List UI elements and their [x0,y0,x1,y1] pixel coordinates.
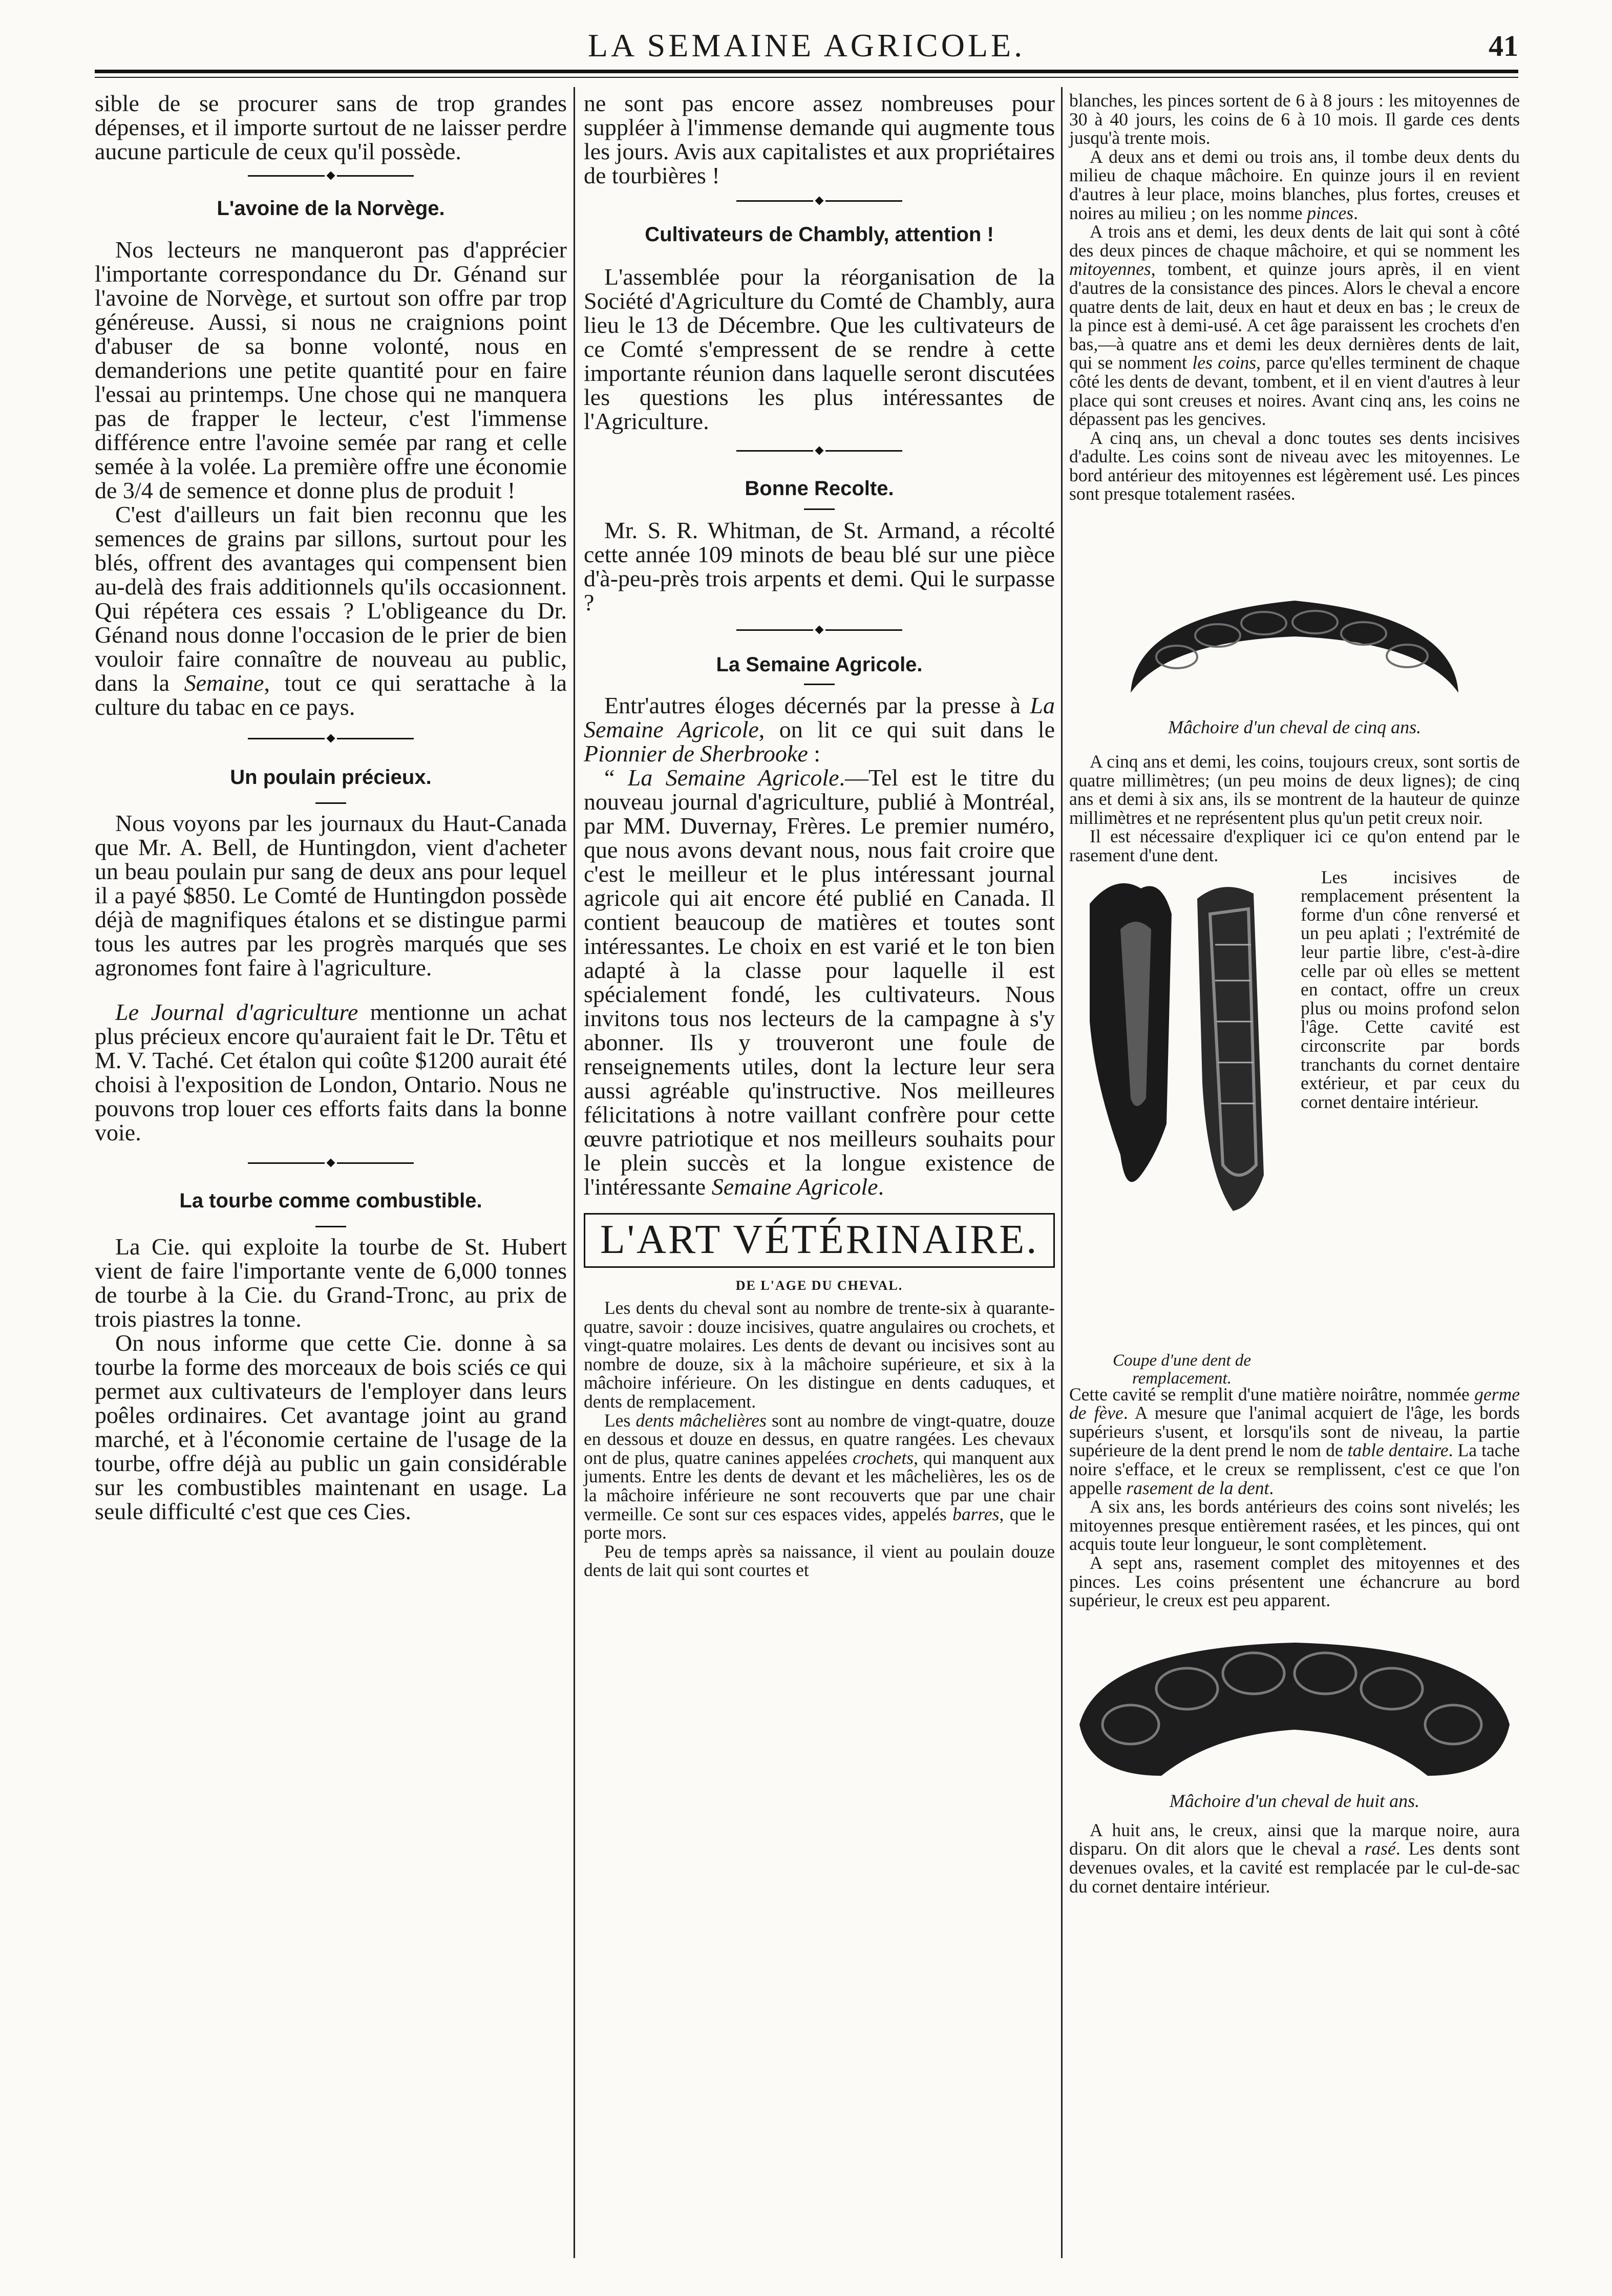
paragraph: sible de se procurer sans de trop grandes dépenses, et il importe surtout de ne laisser perdre aucune particule de ceux qu'il possède. [95,90,567,164]
paragraph: Entr'autres éloges décernés par la presse à La Semaine Agricole, on lit ce qui suit dans le Pionnier de Sherbrooke : [584,692,1055,767]
paragraph: Il est nécessaire d'expliquer ici ce qu'on entend par le rasement d'une dent. [1069,826,1520,866]
tooth-section-illustration [1069,868,1295,1344]
jaw-five-years-illustration [1115,580,1474,708]
article-heading: L'avoine de la Norvège. [217,197,445,220]
tooth-section-figure [1069,868,1295,1388]
paragraph: “ La Semaine Agricole.—Tel est le titre du nouveau journal d'agriculture, publié à Montréal, par MM. Duvernay, Frères. Le premier numéro, que nous avons devant nous, nous fait croire que c'est le meilleur et le plus intéressant journal agricole qui ait encore été publié en Canada. Il contient beaucoup de matières et toutes sont intéressantes. Le choix en est varié et le ton bien adapté à la classe pour laquelle il est spécialement fondé, les cultivateurs. Nous invitons tous nos lecteurs de la campagne à s'y abonner. Ils y trouveront une foule de renseignements utiles, dont la lecture leur sera aussi agréable qu'instructive. Nos meilleures félicitations à notre vaillant confrère pour cette œuvre patriotique et nos meilleurs souhaits pour le plein succès et la longue existence de l'intéressante Semaine Agricole. [584,764,1055,1200]
column-2 [584,91,1055,1580]
paragraph: Les dents mâchelières sont au nombre de vingt-quatre, douze en dessous et douze en dessus, en quatre rangées. Les chevaux ont de plus, quatre canines appelées crochets, qui manquent aux juments. Entre les dents de devant et les mâchelières, les os de la mâchoire inférieure ne sont recouverts que par une chair vermeille. Ce sont sur ces espaces vides, appelés barres, que le porte mors. [584,1410,1055,1543]
ornament [584,433,1055,477]
paragraph: blanches, les pinces sortent de 6 à 8 jours : les mitoyennes de 30 à 40 jours, les coins de 6 à 10 mois. Il garde ces dents jusqu'à trente mois. [1069,90,1520,148]
masthead-title: LA SEMAINE AGRICOLE. [587,27,1026,63]
paragraph: C'est d'ailleurs un fait bien reconnu que les semences de grains par sillons, surtout pour les blés, offrent des avantages qui compensent bien au-delà des frais additionnels qu'ils occasionnent. Qui répétera ces essais ? L'obligeance du Dr. Génand nous donne l'occasion de le prier de bien vouloir faire connaître de nouveau au public, dans la Semaine, tout ce qui serattache à la culture du tabac en ce pays. [95,501,567,720]
paragraph: A sept ans, rasement complet des mitoyennes et des pinces. Les coins présentent une échancrure au bord supérieur, le creux est peu apparent. [1069,1552,1520,1611]
section-title: L'ART VÉTÉRINAIRE. [584,1213,1055,1268]
section-subheading: DE L'AGE DU CHEVAL. [735,1278,903,1293]
divider [315,1226,346,1227]
divider [804,684,835,685]
paragraph: A deux ans et demi ou trois ans, il tombe deux dents du milieu de chaque mâchoire. En quinze jours il en revient d'autres à leur place, moins blanches, plus fortes, creuses et noires au milieu ; on les nomme pinces. [1069,146,1520,223]
article-heading: La Semaine Agricole. [716,653,923,676]
column-3 [1069,91,1520,1896]
article-heading: Cultivateurs de Chambly, attention ! [645,223,994,246]
masthead [95,25,1518,66]
paragraph: ne sont pas encore assez nombreuses pour suppléer à l'immense demande qui augmente tous les jours. Avis aux capitalistes et aux propriétaires de tourbières ! [584,90,1055,188]
paragraph: Le Journal d'agriculture mentionne un achat plus précieux encore qu'auraient fait le Dr. Têtu et M. V. Taché. Cet étalon qui coûte $1200 aurait été choisi à l'exposition de London, Ontario. Nous ne pouvons trop louer ces efforts faits dans la bonne voie. [95,999,567,1145]
paragraph: Nous voyons par les journaux du Haut-Canada que Mr. A. Bell, de Huntingdon, vient d'acheter un beau poulain pur sang de deux ans pour lequel il a payé $850. Le Comté de Huntingdon possède déjà de magnifiques étalons et se distingue parmi tous les autres par les progrès marqués que ses agronomes font faire à l'agriculture. [95,810,567,981]
ornament [584,614,1055,653]
paragraph: La Cie. qui exploite la tourbe de St. Hubert vient de faire l'importante vente de 6,000 tonnes de tourbe à la Cie. du Grand-Tronc, au prix de trois piastres la tonne. [95,1234,567,1332]
figure-caption: Mâchoire d'un cheval de huit ans. [1169,1790,1420,1811]
ornament [95,1144,567,1189]
paragraph: A six ans, les bords antérieurs des coins sont nivelés; les mitoyennes presque entièrement rasées, et les pinces, qui ont acquis toute leur longueur, le sont complètement. [1069,1496,1520,1555]
article-heading: Un poulain précieux. [230,766,432,789]
paragraph: Mr. S. R. Whitman, de St. Armand, a récolté cette année 109 minots de beau blé sur une pièce d'à-peu-près trois arpents et demi. Qui le surpasse ? [584,517,1055,615]
divider [804,508,835,510]
figure-caption: Mâchoire d'un cheval de cinq ans. [1168,717,1422,738]
column-1 [95,91,567,1523]
paragraph: Peu de temps après sa naissance, il vient au poulain douze dents de lait qui sont courtes et [584,1541,1055,1581]
paragraph: A huit ans, le creux, ainsi que la marque noire, aura disparu. On dit alors que le cheval a rasé. Les dents sont devenues ovales, et la cavité est remplacée par le cul-de-sac du cornet dentaire intérieur. [1069,1819,1520,1897]
ornament [584,187,1055,223]
paragraph: On nous informe que cette Cie. donne à sa tourbe la forme des morceaux de bois sciés ce qui permet aux cultivateurs de l'employer dans leurs poêles ordinaires. Cet avantage joint au grand marché, et à l'économie certaine de l'usage de la tourbe, offre déjà au public un gain considérable sur les combustibles maintenant en usage. La seule difficulté c'est que ces Cies. [95,1330,567,1524]
paragraph: A cinq ans et demi, les coins, toujours creux, sont sortis de quatre millimètres; (un peu moins de deux lignes); de cinq ans et demi à six ans, ils se montrent de la hauteur de quinze millimètres et ne représentent plus qu'un petit creux noir. [1069,751,1520,828]
masthead-rule-thin [95,77,1518,78]
article-heading: Bonne Recolte. [745,477,894,500]
paragraph: A cinq ans, un cheval a donc toutes ses dents incisives d'adulte. Les coins sont de niveau avec les mitoyennes. Le bord antérieur des mitoyennes est légèrement usé. Les pinces sont presque totalement rasées. [1069,427,1520,504]
article-body [584,1299,1055,1580]
paragraph: Cette cavité se remplit d'une matière noirâtre, nommée germe de fève. A mesure que l'animal acquiert de l'âge, les bords supérieurs s'usent, et lorsqu'ils sont de niveau, la partie supérieure de la dent prend le nom de table dentaire. La tache noire s'efface, et le creux se remplissent, c'est ce que l'on appelle rasement de la dent. [1069,1384,1520,1498]
paragraph: L'assemblée pour la réorganisation de la Société d'Agriculture du Comté de Chambly, aura lieu le 13 de Décembre. Que les cultivateurs de ce Comté s'empressent de se rendre à cette importante réunion dans laquelle seront discutées les questions les plus intéressantes de l'Agriculture. [584,264,1055,434]
paragraph: Nos lecteurs ne manqueront pas d'apprécier l'importante correspondance du Dr. Génand sur l'avoine de Norvège, et surtout son offre par trop généreuse. Aussi, si nous ne craignions point d'abuser de sa bonne volonté, nous en demanderions une petite quantité pour en faire l'essai au printemps. Une chose qui ne manquera pas de frapper le lecteur, c'est l'immense différence entre l'avoine semée par rang et celle semée à la volée. La première offre une économie de 3/4 de semence et donne plus de produit ! [95,237,567,503]
figure-caption: Coupe d'une dent de remplacement. [1112,1351,1252,1388]
paragraph: Les incisives de remplacement présentent la forme d'un cône renversé et un peu aplati ; l'extrémité de leur partie libre, c'est-à-dire celle par où elles se mettent en contact, offre un creux plus ou moins profond selon l'âge. Cette cavité est circonscrite par bords tranchants du cornet dentaire extérieur, et par ceux du cornet dentaire intérieur. [1301,866,1520,1112]
paragraph: Les dents du cheval sont au nombre de trente-six à quarante-quatre, savoir : douze incisives, quatre angulaires ou crochets, et vingt-quatre molaires. Les dents de devant ou incisives sont au nombre de douze, six à la mâchoire supérieure, et six à la mâchoire inférieure. On les distingue en dents caduques, et dents de remplacement. [584,1298,1055,1412]
masthead-rule [95,70,1518,73]
paragraph: A trois ans et demi, les deux dents de lait qui sont à côté des deux pinces de chaque mâchoire, et qui se nomment les mitoyennes, tombent, et quinze jours après, il en vient d'autres de la consistance des pinces. Alors le cheval a encore quatre dents de lait, deux en haut et deux en bas ; le creux de la pince est à demi-usé. A cet âge paraissent les crochets d'en bas,—à quatre ans et demi les deux dernières dents de lait, qui se nomment les coins, parce qu'elles terminent de chaque côté les dents de devant, tombent, et il en vient d'autres à leur place qui sont creuses et noires. Avant cinq ans, les coins ne dépassent pas les gencives. [1069,221,1520,430]
ornament [95,719,567,766]
page-number: 41 [1489,29,1518,62]
ornament [95,163,567,197]
article-heading: La tourbe comme combustible. [179,1189,482,1212]
column-divider [1061,87,1063,2258]
divider [315,802,346,804]
column-divider [574,87,575,2258]
jaw-eight-years-illustration [1069,1622,1520,1786]
